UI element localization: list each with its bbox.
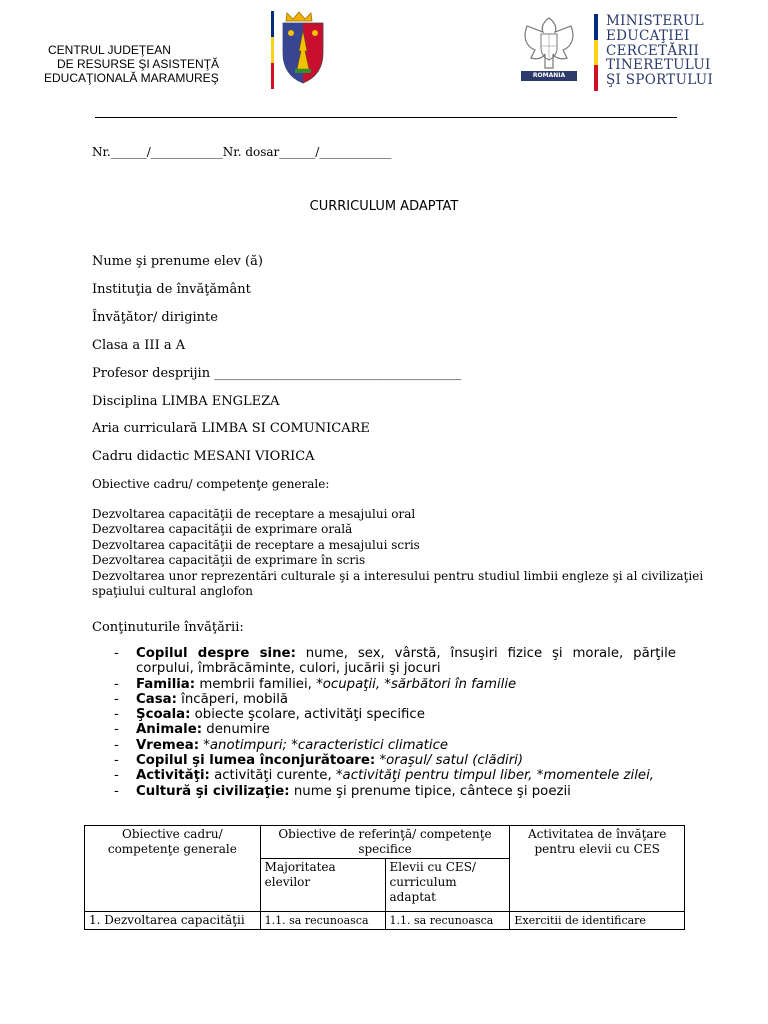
ministry-name-line: MINISTERUL [606, 13, 704, 29]
header-general-competences: Obiective cadru/ competenţe generale [85, 826, 261, 912]
content-item [114, 646, 676, 677]
content-item-label: Copilul despre sine: [136, 646, 296, 661]
content-item-text: nume, sex, vârstă, însuşiri fizice şi morale, părţile corpului, îmbrăcăminte, culori, jucării şi jocuri [136, 646, 676, 677]
curricular-area-field: Aria curriculară LIMBA SI COMUNICARE [92, 421, 370, 436]
objective-item: Dezvoltarea capacităţii de exprimare în scris [92, 553, 366, 568]
content-item-text: denumire [202, 722, 270, 738]
maramures-coat-of-arms-icon [271, 9, 327, 89]
content-item-text: activităţi curente, [209, 768, 336, 784]
center-name [44, 43, 219, 85]
tricolor-bar [594, 14, 598, 91]
objective-item: Dezvoltarea unor reprezentări culturale şi a interesului pentru studiul limbii engleze şi al civilizaţiei [92, 568, 704, 583]
content-item-optional: *anotimpuri; *caracteristici climatice [203, 737, 449, 753]
contents-heading: Conţinuturile învăţării: [92, 620, 244, 635]
objective-item: Dezvoltarea capacităţii de receptare a mesajului oral [92, 507, 416, 521]
table-row [85, 912, 685, 930]
content-item-label: Copilul şi lumea înconjurătoare: [136, 753, 376, 769]
content-item-text: obiecte şcolare, activităţi specifice [190, 707, 425, 723]
contents-list [114, 646, 676, 799]
content-item [114, 722, 676, 737]
content-item [114, 784, 676, 799]
table-header-row [85, 826, 685, 859]
ministry-name-line: TINERETULUI [606, 57, 711, 74]
content-item [114, 738, 676, 753]
discipline-field: Disciplina LIMBA ENGLEZA [92, 394, 280, 409]
center-name-line: EDUCAŢIONALĂ MARAMUREŞ [44, 71, 219, 85]
header-specific-competences: Obiective de referinţă/ competenţe specifice [260, 826, 510, 859]
document-title: CURRICULUM ADAPTAT [309, 199, 459, 214]
objectives-list [92, 507, 704, 599]
content-item-optional: *oraşul/ satul (clădiri) [379, 753, 524, 769]
content-item-text: nume şi prenume tipice, cântece şi poezii [289, 783, 571, 799]
table-cell: 1.1. sa recunoasca [385, 912, 510, 930]
objectives-heading: Obiective cadru/ competenţe generale: [92, 477, 330, 491]
ministry-name-line: ŞI SPORTULUI [606, 72, 714, 89]
table-cell: 1.1. sa recunoasca [260, 912, 385, 930]
content-item-text: încăperi, mobilă [176, 691, 289, 707]
content-item-label: Activităţi: [136, 768, 210, 784]
content-item [114, 677, 676, 692]
support-teacher-field: Profesor desprijin ______________________________________ [92, 366, 462, 381]
center-name-line: DE RESURSE ŞI ASISTENŢĂ [57, 57, 220, 71]
objective-item: Dezvoltarea capacităţii de exprimare orală [92, 522, 353, 537]
emblem-banner: ROMANIA [521, 71, 577, 81]
content-item-optional: *ocupaţii, *sărbători în familie [316, 676, 517, 692]
header-learning-activity: Activitatea de învăţare pentru elevii cu CES [510, 826, 685, 912]
content-item [114, 707, 676, 722]
center-name-line: CENTRUL JUDEŢEAN [48, 43, 171, 57]
content-item-label: Animale: [136, 722, 203, 738]
ministry-name-line: EDUCAŢIEI [606, 27, 690, 44]
competence-table [84, 825, 685, 930]
student-name-field: Nume şi prenume elev (ă) [92, 254, 263, 269]
institution-field: Instituţia de învăţământ [92, 282, 251, 297]
objective-item: Dezvoltarea capacităţii de receptare a mesajului scris [92, 537, 420, 552]
content-item-label: Vremea: [136, 737, 200, 753]
content-item-label: Casa: [136, 691, 177, 707]
ministry-name [606, 14, 713, 88]
content-item [114, 692, 676, 707]
objective-item: spaţiului cultural anglofon [92, 584, 254, 599]
class-field: Clasa a III a A [92, 338, 186, 353]
header-divider [95, 117, 677, 118]
content-item-text: membrii familiei, [195, 676, 317, 692]
content-item [114, 768, 676, 783]
teacher-field: Învăţător/ diriginte [92, 310, 218, 325]
content-item-label: Cultură şi civilizaţie: [136, 783, 290, 799]
header-ces-students: Elevii cu CES/ curriculum adaptat [385, 859, 510, 912]
content-item-label: Şcoala: [136, 707, 191, 723]
ministry-name-line: CERCETĂRII [606, 42, 700, 59]
content-item-label: Familia: [136, 676, 196, 692]
registry-number-line: Nr.______/____________Nr. dosar______/____________ [92, 145, 392, 159]
table-cell: Exercitii de identificare [510, 912, 685, 930]
didactic-staff-field: Cadru didactic MESANI VIORICA [92, 449, 315, 464]
content-item-optional: *activităţi pentru timpul liber, *momentele zilei, [335, 768, 654, 784]
romania-coat-of-arms-icon [513, 14, 585, 82]
header-majority-students: Majoritatea elevilor [260, 859, 385, 912]
content-item [114, 753, 676, 768]
table-cell: 1. Dezvoltarea capacităţii [85, 912, 261, 930]
